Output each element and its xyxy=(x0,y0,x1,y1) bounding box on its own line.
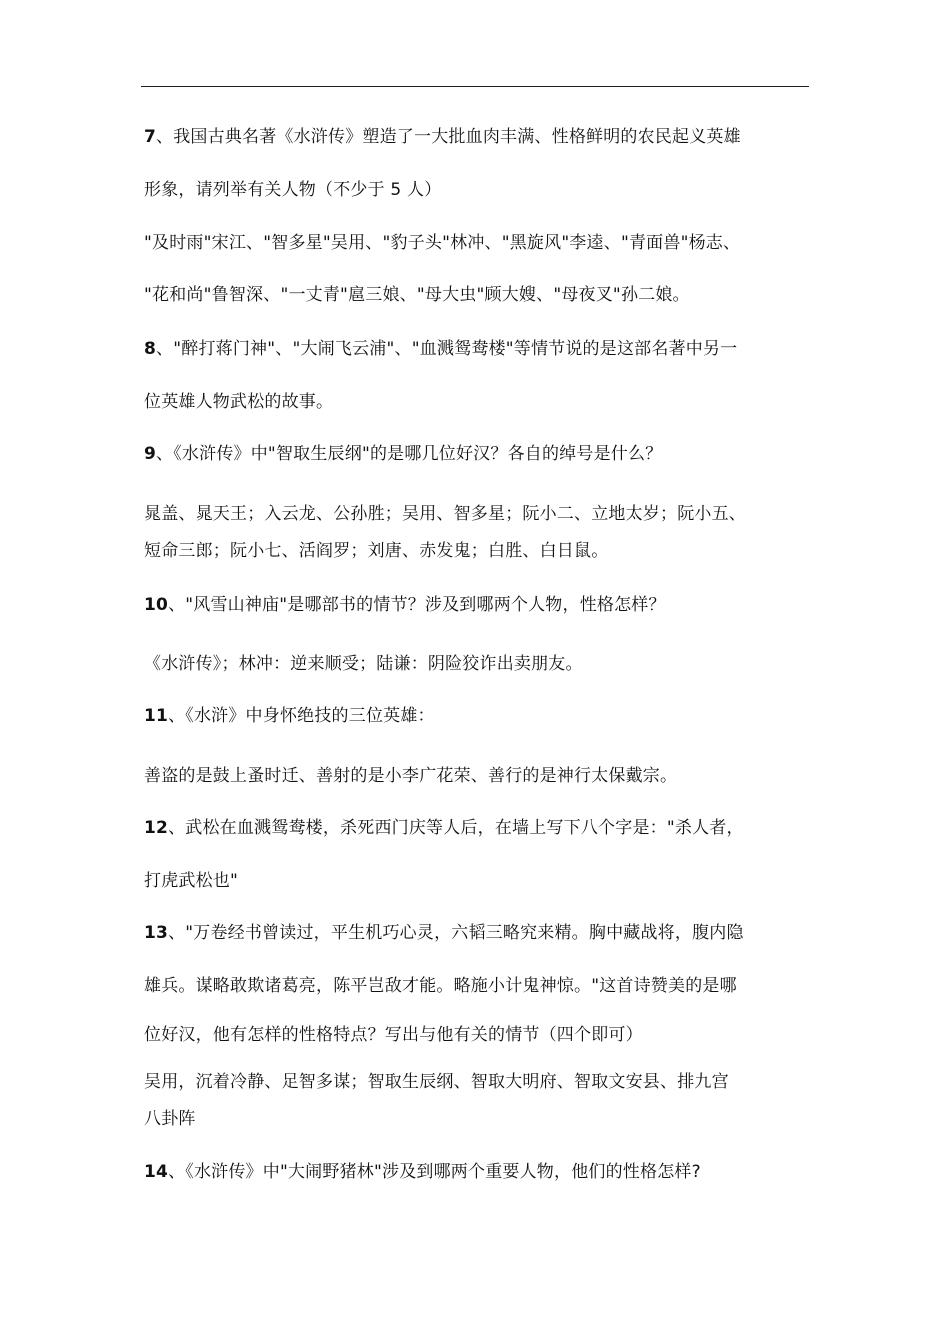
q7-answer-line-2: "花和尚"鲁智深、"一丈青"扈三娘、"母大虫"顾大嫂、"母夜叉"孙二娘。 xyxy=(144,285,690,305)
q12-line-1: 12、武松在血溅鸳鸯楼，杀死西门庆等人后，在墙上写下八个字是："杀人者， xyxy=(144,818,744,838)
q13-answer-line-1: 吴用，沉着冷静、足智多谋；智取生辰纲、智取大明府、智取文安县、排九宫 xyxy=(144,1072,729,1092)
q10-answer: 《水浒传》；林冲：逆来顺受；陆谦：阴险狡诈出卖朋友。 xyxy=(144,654,583,674)
q7-answer-line-1: "及时雨"宋江、"智多星"吴用、"豹子头"林冲、"黑旋风"李逵、"青面兽"杨志、 xyxy=(144,233,741,253)
q10-question: 10、"风雪山神庙"是哪部书的情节？涉及到哪两个人物，性格怎样？ xyxy=(144,595,666,615)
q13-line-1: 13、"万卷经书曾读过，平生机巧心灵，六韬三略究来精。胸中藏战将，腹内隐 xyxy=(144,923,744,943)
q13-line-3: 位好汉，他有怎样的性格特点？写出与他有关的情节（四个即可） xyxy=(144,1025,643,1045)
q7-line-1: 7、我国古典名著《水浒传》塑造了一大批血肉丰满、性格鲜明的农民起义英雄 xyxy=(144,127,741,147)
q9-answer-line-2: 短命三郎；阮小七、活阎罗；刘唐、赤发鬼；白胜、白日鼠。 xyxy=(144,541,609,561)
q11-answer: 善盗的是鼓上蚤时迁、善射的是小李广花荣、善行的是神行太保戴宗。 xyxy=(144,766,678,786)
q8-line-2: 位英雄人物武松的故事。 xyxy=(144,392,334,412)
q13-line-2: 雄兵。谋略敢欺诸葛亮，陈平岂敌才能。略施小计鬼神惊。"这首诗赞美的是哪 xyxy=(144,976,737,996)
q12-line-2: 打虎武松也" xyxy=(144,871,239,891)
q14-question: 14、《水浒传》中"大闹野猪林"涉及到哪两个重要人物，他们的性格怎样? xyxy=(144,1162,701,1182)
q9-question: 9、《水浒传》中"智取生辰纲"的是哪几位好汉？各自的绰号是什么？ xyxy=(144,444,663,464)
q8-line-1: 8、"醉打蒋门神"、"大闹飞云浦"、"血溅鸳鸯楼"等情节说的是这部名著中另一 xyxy=(144,339,738,359)
q7-line-2: 形象，请列举有关人物（不少于 5 人） xyxy=(144,180,442,200)
header-rule xyxy=(141,86,809,87)
q13-answer-line-2: 八卦阵 xyxy=(144,1109,196,1129)
q11-question: 11、《水浒》中身怀绝技的三位英雄： xyxy=(144,706,435,726)
q9-answer-line-1: 晁盖、晁天王；入云龙、公孙胜；吴用、智多星；阮小二、立地太岁；阮小五、 xyxy=(144,504,746,524)
